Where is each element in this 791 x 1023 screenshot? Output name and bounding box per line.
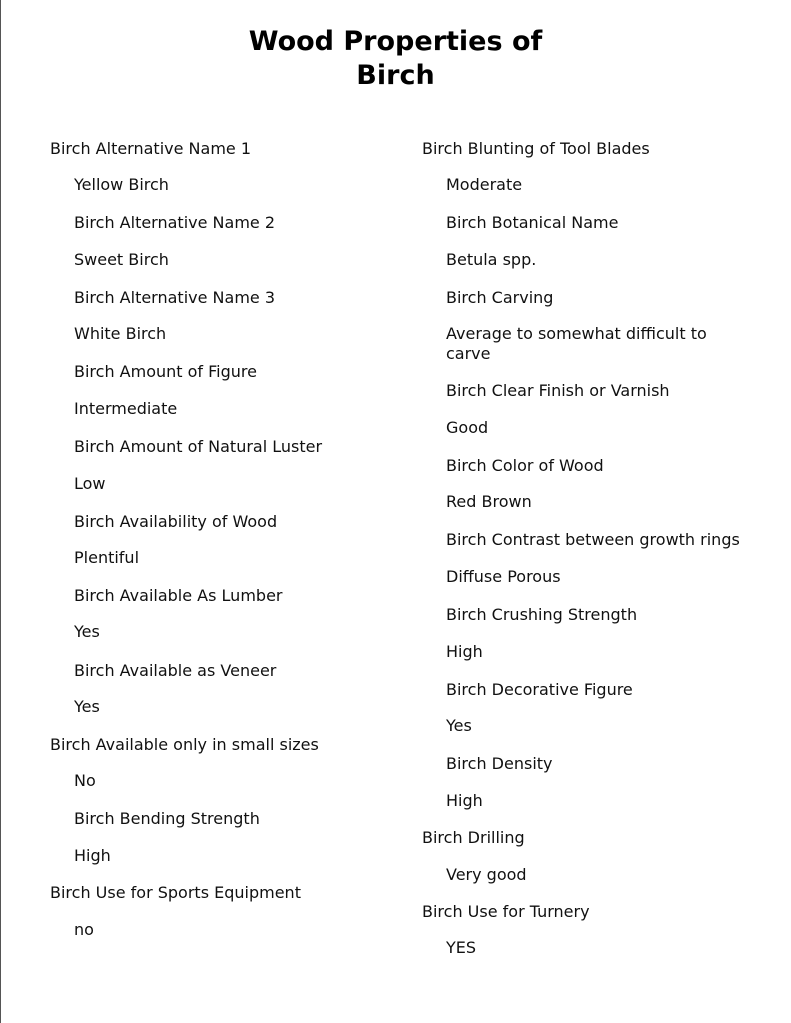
property-heading: Birch Available As Lumber [74, 586, 283, 605]
property-value: Betula spp. [446, 250, 537, 269]
property-value: YES [446, 938, 477, 957]
property-value: Yellow Birch [74, 175, 169, 194]
property-heading: Birch Available only in small sizes [50, 735, 319, 754]
property-value: No [74, 771, 96, 790]
page-left-border [0, 0, 1, 1023]
property-value: Sweet Birch [74, 250, 169, 269]
property-heading: Birch Blunting of Tool Blades [422, 139, 650, 158]
property-heading: Birch Decorative Figure [446, 680, 633, 699]
property-heading: Birch Available as Veneer [74, 661, 277, 680]
property-value: Good [446, 418, 489, 437]
property-value: Diffuse Porous [446, 567, 561, 586]
property-heading: Birch Crushing Strength [446, 605, 638, 624]
property-heading: Birch Contrast between growth rings [446, 530, 740, 549]
property-value: Intermediate [74, 399, 178, 418]
property-heading: Birch Alternative Name 3 [74, 288, 276, 307]
property-value: Low [74, 474, 106, 493]
title-line-1: Wood Properties of [248, 26, 543, 57]
property-heading: Birch Alternative Name 2 [74, 213, 276, 232]
property-heading: Birch Carving [446, 288, 554, 307]
property-heading: Birch Color of Wood [446, 456, 604, 475]
property-value: High [446, 791, 483, 810]
property-heading: Birch Bending Strength [74, 809, 260, 828]
property-value: High [74, 846, 111, 865]
property-heading: Birch Alternative Name 1 [50, 139, 252, 158]
page-title [0, 25, 791, 93]
property-value: Yes [74, 622, 100, 641]
property-value: Yes [74, 697, 100, 716]
property-value: Average to somewhat difficult to carve [446, 324, 707, 363]
property-value: Plentiful [74, 548, 140, 567]
property-heading: Birch Botanical Name [446, 213, 619, 232]
property-value: Yes [446, 716, 472, 735]
property-heading: Birch Use for Turnery [422, 902, 590, 921]
property-heading: Birch Use for Sports Equipment [50, 883, 301, 902]
property-value: Red Brown [446, 492, 532, 511]
property-value: no [74, 920, 94, 939]
property-value: High [446, 642, 483, 661]
property-heading: Birch Amount of Figure [74, 362, 257, 381]
property-value: White Birch [74, 324, 167, 343]
property-value: Moderate [446, 175, 523, 194]
property-value: Very good [446, 865, 527, 884]
property-heading: Birch Availability of Wood [74, 512, 278, 531]
property-heading: Birch Drilling [422, 828, 525, 847]
title-line-2: Birch [356, 60, 435, 91]
property-heading: Birch Density [446, 754, 553, 773]
property-heading: Birch Amount of Natural Luster [74, 437, 323, 456]
property-heading: Birch Clear Finish or Varnish [446, 381, 670, 400]
